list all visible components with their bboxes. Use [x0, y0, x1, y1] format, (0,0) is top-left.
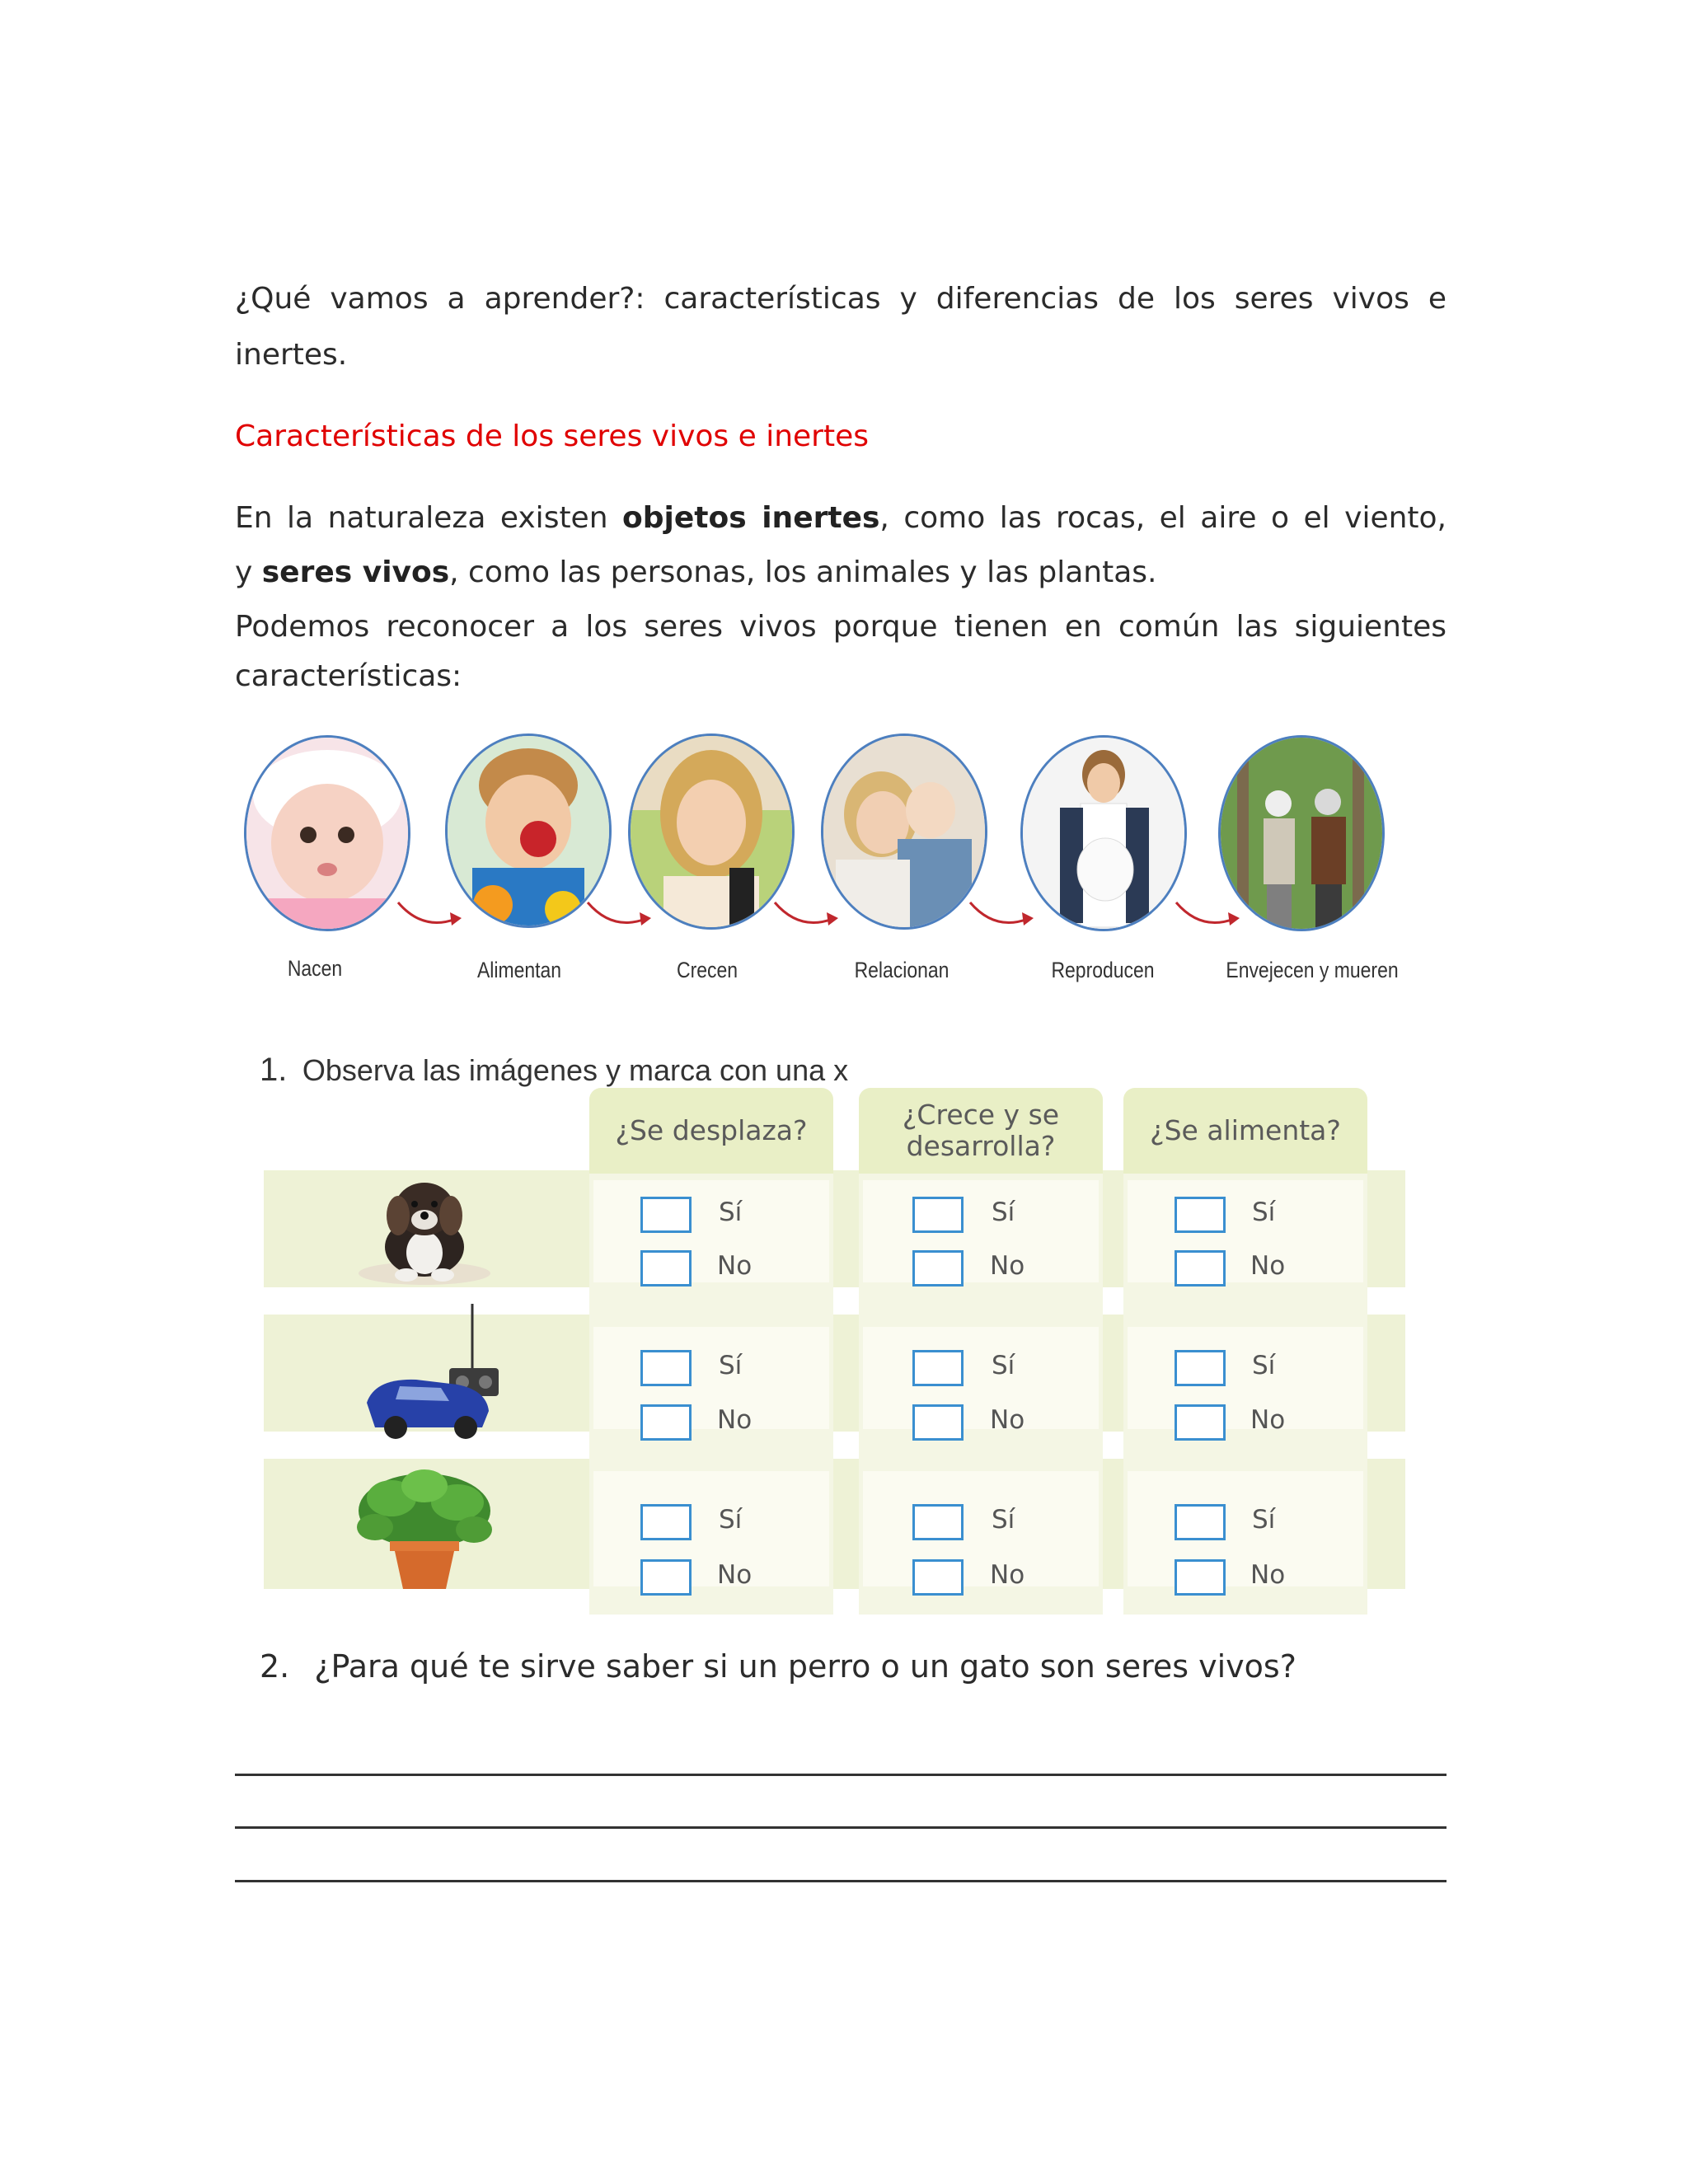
option-si-label: Sí — [719, 1197, 743, 1227]
section-title: Características de los seres vivos e inertes — [235, 419, 869, 453]
text-fragment: y — [235, 555, 262, 589]
option-no-label: No — [1250, 1251, 1286, 1281]
checkbox-car-desplaza-si[interactable] — [640, 1350, 692, 1386]
question-1 — [260, 1052, 848, 1089]
baby-photo — [244, 735, 410, 931]
checkbox-plant-crece-no[interactable] — [912, 1559, 964, 1596]
checkbox-dog-desplaza-no[interactable] — [640, 1250, 692, 1286]
question-2-number: 2. — [260, 1648, 290, 1685]
option-si-label: Sí — [719, 1351, 743, 1380]
option-si-label: Sí — [1252, 1351, 1276, 1380]
header-se-alimenta: ¿Se alimenta? — [1123, 1088, 1367, 1174]
text-fragment: , como las rocas, el aire o el viento, — [879, 501, 1447, 535]
checkbox-car-crece-no[interactable] — [912, 1404, 964, 1441]
option-si-label: Sí — [992, 1505, 1015, 1535]
checkbox-dog-alimenta-si[interactable] — [1175, 1197, 1226, 1233]
pregnant-woman-art — [1023, 738, 1184, 929]
option-no-label: No — [717, 1251, 753, 1281]
stage-label-nacen: Nacen — [287, 956, 343, 981]
paragraph-line-1 — [235, 491, 1447, 545]
cell — [863, 1327, 1099, 1429]
checkbox-dog-crece-no[interactable] — [912, 1250, 964, 1286]
checkbox-car-crece-si[interactable] — [912, 1350, 964, 1386]
answer-line-1[interactable] — [235, 1774, 1447, 1776]
arrow-icon — [966, 894, 1040, 935]
bold-objetos-inertes: objetos inertes — [622, 501, 880, 535]
checkbox-plant-desplaza-no[interactable] — [640, 1559, 692, 1596]
checkbox-car-alimenta-si[interactable] — [1175, 1350, 1226, 1386]
mother-child-art — [823, 736, 985, 927]
cell — [593, 1180, 829, 1282]
option-no-label: No — [717, 1560, 753, 1590]
cell — [1128, 1327, 1363, 1429]
bold-seres-vivos: seres vivos — [261, 555, 450, 589]
checkbox-car-alimenta-no[interactable] — [1175, 1404, 1226, 1441]
cell — [863, 1180, 1099, 1282]
question-1-number: 1. — [260, 1052, 288, 1088]
stage-label-envejecen: Envejecen y mueren — [1226, 958, 1399, 982]
header-se-desplaza: ¿Se desplaza? — [589, 1088, 833, 1174]
arrow-icon — [1172, 894, 1246, 935]
stage-label-relacionan: Relacionan — [854, 958, 950, 982]
header-crece-desarrolla: ¿Crece y se desarrolla? — [859, 1088, 1103, 1174]
question-1-text: Observa las imágenes y marca con una x — [302, 1053, 849, 1087]
activity-table — [260, 1088, 1405, 1632]
checkbox-dog-alimenta-no[interactable] — [1175, 1250, 1226, 1286]
potted-plant-icon — [342, 1465, 507, 1597]
text-fragment: En la naturaleza existen — [235, 501, 623, 535]
option-no-label: No — [717, 1405, 753, 1435]
cell — [1128, 1471, 1363, 1586]
option-no-label: No — [990, 1251, 1025, 1281]
intro-line-1: ¿Qué vamos a aprender?: características y diferencias de los seres vivos e — [235, 282, 1447, 316]
option-no-label: No — [990, 1560, 1025, 1590]
paragraph-line-3: Podemos reconocer a los seres vivos porque tienen en común las siguientes — [235, 610, 1447, 644]
option-si-label: Sí — [992, 1351, 1015, 1380]
baby-photo-art — [246, 738, 408, 929]
option-no-label: No — [1250, 1405, 1286, 1435]
checkbox-plant-alimenta-si[interactable] — [1175, 1504, 1226, 1540]
option-si-label: Sí — [992, 1197, 1015, 1227]
arrow-icon — [394, 894, 468, 935]
question-2-text: ¿Para qué te sirve saber si un perro o un gato son seres vivos? — [314, 1648, 1296, 1685]
stage-label-crecen: Crecen — [676, 958, 738, 982]
arrow-icon — [771, 894, 845, 935]
checkbox-plant-alimenta-no[interactable] — [1175, 1559, 1226, 1596]
checkbox-dog-desplaza-si[interactable] — [640, 1197, 692, 1233]
remote-car-icon — [350, 1304, 515, 1444]
paragraph-line-2 — [235, 546, 1447, 599]
option-si-label: Sí — [1252, 1505, 1276, 1535]
stage-label-alimentan: Alimentan — [476, 958, 562, 982]
mother-hugging-child-photo — [821, 733, 987, 930]
stage-label-reproducen: Reproducen — [1051, 958, 1155, 982]
checkbox-plant-crece-si[interactable] — [912, 1504, 964, 1540]
answer-line-2[interactable] — [235, 1826, 1447, 1829]
paragraph-line-4: características: — [235, 659, 462, 693]
text-fragment: , como las personas, los animales y las plantas. — [449, 555, 1157, 589]
cell — [1128, 1180, 1363, 1282]
option-si-label: Sí — [719, 1505, 743, 1535]
question-2 — [260, 1648, 1296, 1685]
arrow-icon — [584, 894, 658, 935]
answer-line-3[interactable] — [235, 1880, 1447, 1882]
cell — [593, 1327, 829, 1429]
option-no-label: No — [990, 1405, 1025, 1435]
option-si-label: Sí — [1252, 1197, 1276, 1227]
intro-line-2: inertes. — [235, 338, 348, 372]
option-no-label: No — [1250, 1560, 1286, 1590]
dog-icon — [342, 1174, 507, 1290]
checkbox-plant-desplaza-si[interactable] — [640, 1504, 692, 1540]
checkbox-dog-crece-si[interactable] — [912, 1197, 964, 1233]
checkbox-car-desplaza-no[interactable] — [640, 1404, 692, 1441]
pregnant-woman-photo — [1020, 735, 1187, 931]
cell — [863, 1471, 1099, 1586]
cell — [593, 1471, 829, 1586]
